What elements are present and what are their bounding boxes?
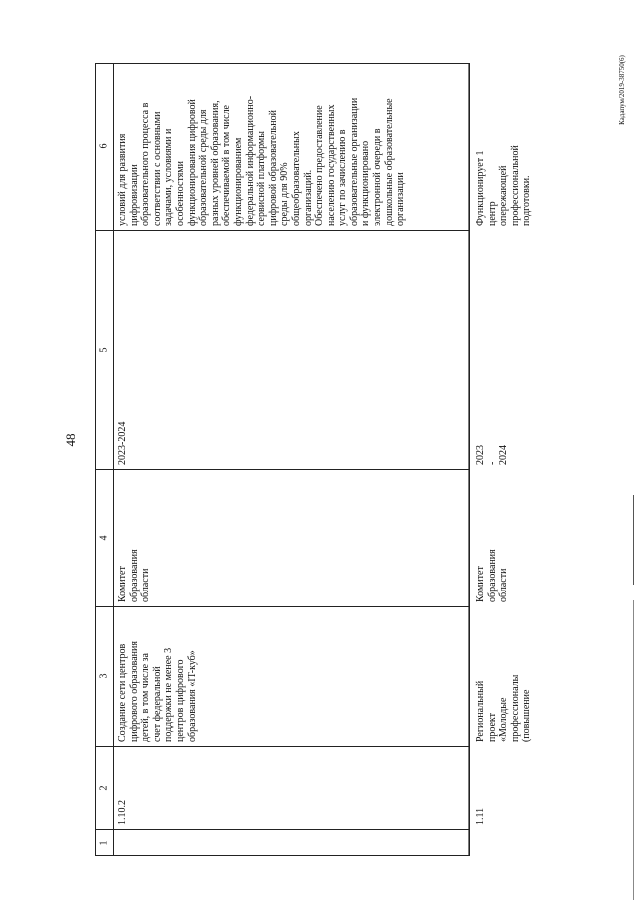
scan-edge-mark — [633, 600, 634, 900]
row2-name: Региональный проект «Молодые профессионалы (повышение — [475, 674, 533, 742]
data-table — [95, 63, 533, 856]
row2-result: Функционирует 1 центр опережающей профессиональной подготовки. — [475, 145, 533, 226]
row1-num: 1.10.2 — [117, 800, 128, 825]
header-col-1: 1 — [98, 840, 110, 846]
row1-result: условий для развития цифровизации образовательного процесса в соответствии с основными задачами, условиями и особенностями функционирования цифровой образовательной среды для разных уровней образования, обеспечиваемой в том числе функционированием федеральной информационно- сервисной платформы цифровой образовательной среды для 90% общеобразовательных организаций. Обеспечено предоставление населению государственных услуг по зачислению в образовательные организации и функционировано электронной очереди в дошкольные образовательные организации — [117, 95, 407, 226]
header-col-5: 5 — [98, 347, 110, 353]
scan-edge-mark — [633, 495, 634, 585]
row2-responsible: Комитет образования области — [475, 549, 510, 602]
row1-name: Создание сети центров цифрового образования детей, в том числе за счет федеральной поддержки не менее 3 центров цифрового образования «IT-куб» — [117, 641, 198, 742]
row1-period: 2023-2024 — [117, 421, 128, 465]
row2-period: 2023 - 2024 — [475, 445, 510, 465]
header-col-2: 2 — [98, 785, 110, 791]
header-col-4: 4 — [98, 535, 110, 541]
page-number: 48 — [63, 433, 78, 447]
header-col-3: 3 — [98, 673, 110, 679]
row2-num: 1.11 — [475, 807, 486, 825]
registration-stamp: Кадапум/2019-38750(6) — [618, 55, 626, 125]
header-col-6: 6 — [98, 143, 110, 149]
row1-responsible: Комитет образования области — [117, 549, 152, 602]
